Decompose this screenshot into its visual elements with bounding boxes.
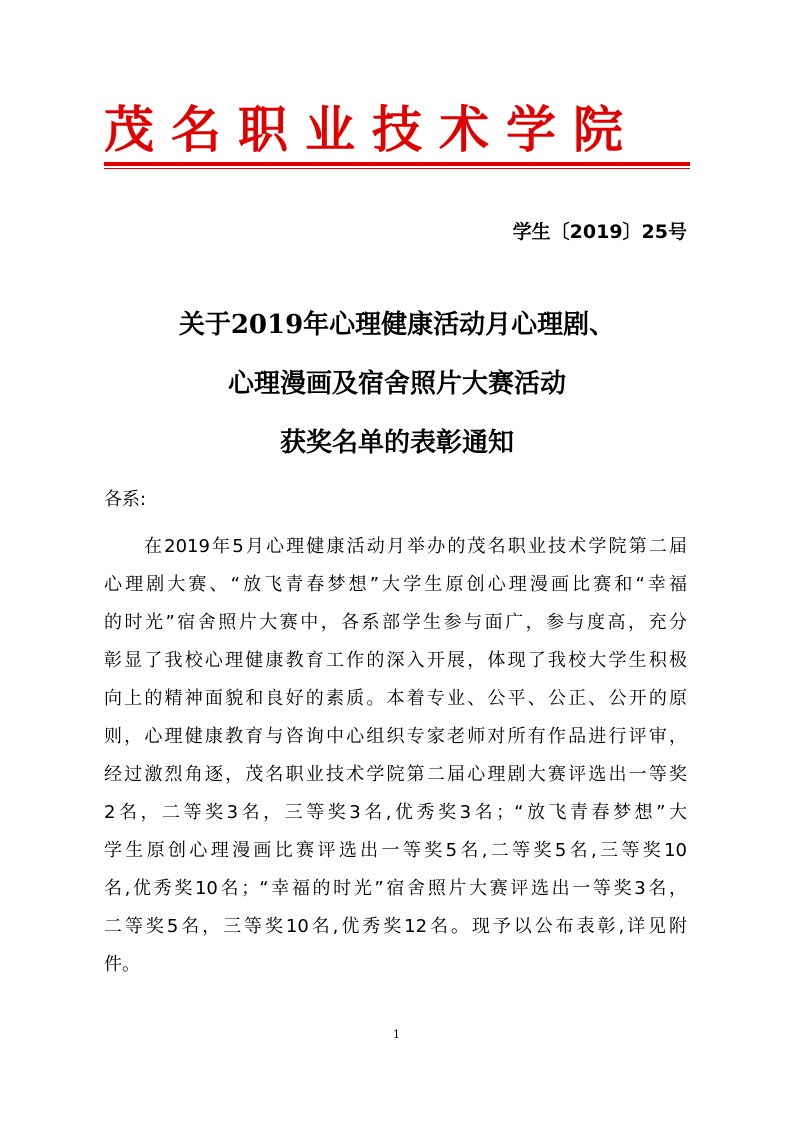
body-paragraph-line: 的时光”宿舍照片大赛中，各系部学生参与面广，参与度高，充分 (104, 612, 687, 633)
body-paragraph-line: 则，心理健康教育与咨询中心组织专家老师对所有作品进行评审， (104, 726, 687, 747)
page-number: 1 (393, 1028, 400, 1041)
body-paragraph-line: 心理剧大赛、“放飞青春梦想”大学生原创心理漫画比赛和“幸福 (104, 574, 687, 595)
letterhead-rule-thick (104, 162, 690, 166)
letterhead-rule-thin (104, 168, 690, 169)
salutation: 各系: (104, 489, 147, 510)
body-paragraph-line: 彰显了我校心理健康教育工作的深入开展，体现了我校大学生积极 (104, 650, 687, 671)
body-paragraph-line: 学生原创心理漫画比赛评选出一等奖5名,二等奖5名,三等奖10 (104, 840, 687, 861)
institution-letterhead: 茂名职业技术学院 (104, 100, 640, 159)
body-paragraph-line: 二等奖5名，三等奖10名,优秀奖12名。现予以公布表彰,详见附 (104, 916, 687, 937)
notice-title-line-3: 获奖名单的表彰通知 (279, 428, 514, 458)
body-paragraph-line: 经过激烈角逐，茂名职业技术学院第二届心理剧大赛评选出一等奖 (104, 764, 687, 785)
notice-title-line-1: 关于2019年心理健康活动月心理剧、 (178, 310, 616, 340)
body-paragraph-line: 件。 (104, 954, 140, 975)
notice-title-line-2: 心理漫画及宿舍照片大赛活动 (227, 369, 566, 399)
body-paragraph-line: 2名，二等奖3名，三等奖3名,优秀奖3名；“放飞青春梦想”大 (104, 802, 687, 823)
document-number: 学生〔2019〕25号 (512, 221, 687, 243)
body-paragraph-line: 向上的精神面貌和良好的素质。本着专业、公平、公正、公开的原 (104, 688, 687, 709)
body-paragraph-line: 在2019年5月心理健康活动月举办的茂名职业技术学院第二届 (144, 536, 687, 557)
body-paragraph-line: 名,优秀奖10名；“幸福的时光”宿舍照片大赛评选出一等奖3名， (104, 878, 687, 899)
